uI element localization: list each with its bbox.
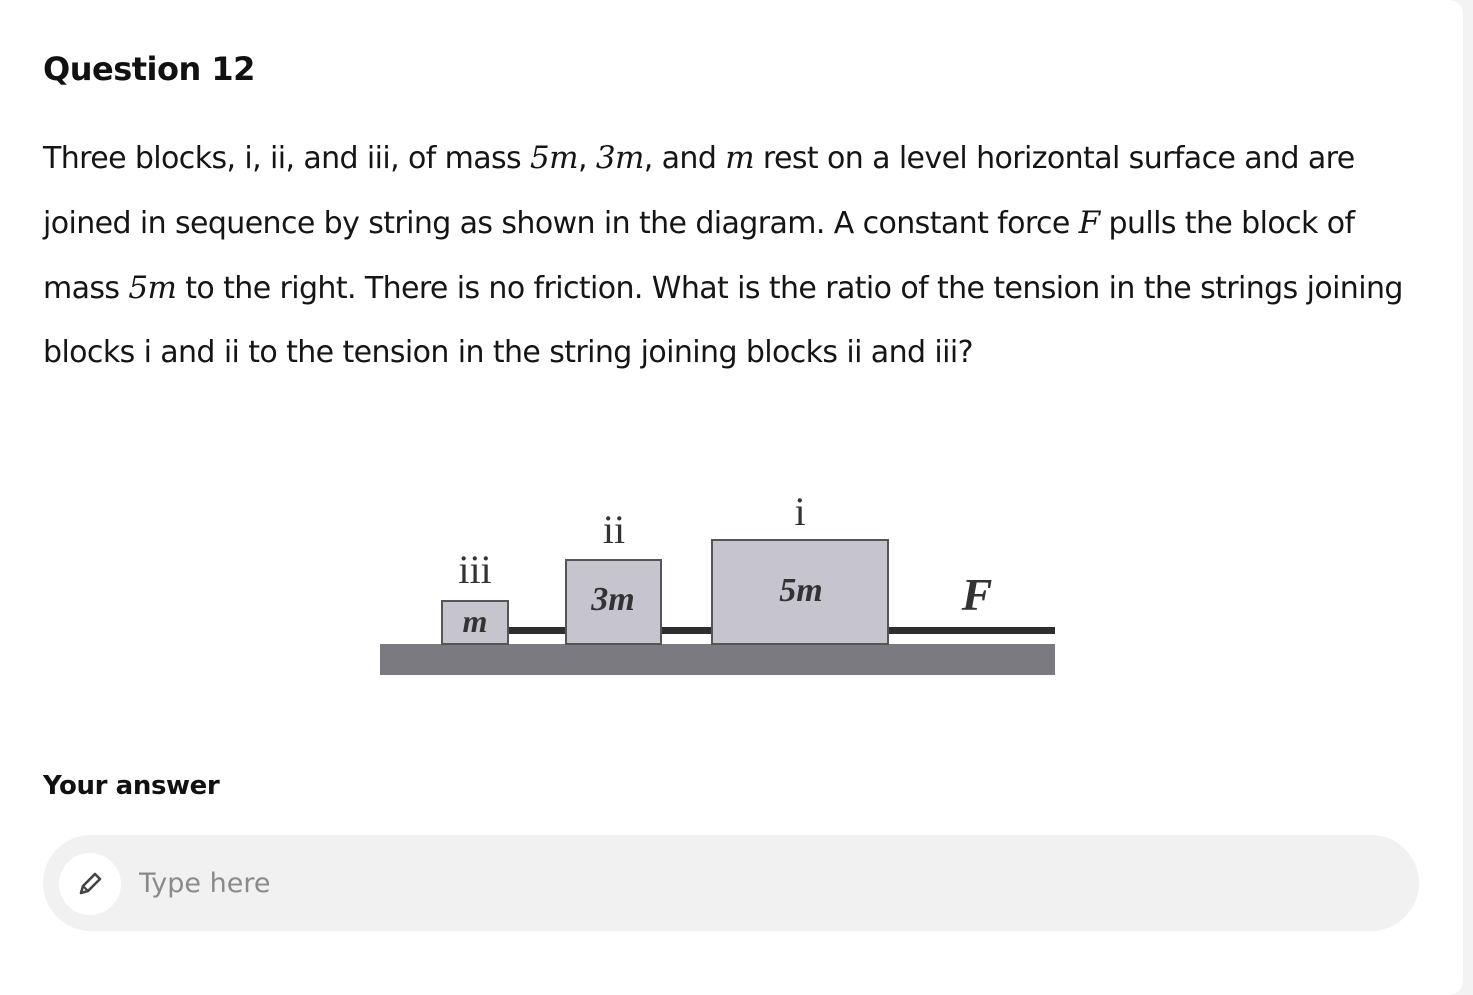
answer-input[interactable] — [139, 857, 1379, 909]
block-ii-mass: 3m — [591, 581, 635, 618]
math-force-f: F — [1078, 205, 1100, 241]
math-mass-5m: 5m — [530, 140, 578, 176]
force-label: F — [961, 569, 993, 620]
question-text-segment: , — [577, 141, 596, 176]
string-ii-i — [661, 627, 712, 634]
block-ii-label: ii — [602, 507, 626, 552]
answer-field[interactable] — [43, 835, 1419, 931]
question-title: Question 12 — [43, 50, 255, 88]
question-text-segment: Three blocks, i, ii, and iii, of mass — [43, 141, 531, 176]
question-text-segment: , and — [643, 141, 726, 176]
pencil-icon — [59, 853, 121, 915]
question-text — [43, 126, 1423, 385]
question-text-segment: to the right. There is no friction. What is the ratio of the tension in the strings joining blocks i and ii to the tension in the string joining blocks ii and iii? — [43, 271, 1403, 370]
blocks-diagram — [375, 480, 1065, 680]
question-text-segment: rest on a level horizontal surface and are joined in sequence by string as shown in the diagram. A constant force — [43, 141, 1355, 241]
ground-surface — [380, 644, 1055, 675]
answer-label: Your answer — [43, 771, 220, 801]
string-iii-ii — [508, 627, 566, 634]
force-string — [888, 627, 1055, 634]
block-i-label: i — [794, 489, 806, 534]
question-text-segment: pulls the block of mass — [43, 206, 1355, 306]
math-mass-5m: 5m — [128, 270, 177, 306]
block-i-mass: 5m — [779, 572, 823, 609]
math-mass-3m: 3m — [595, 140, 644, 176]
block-iii-mass: m — [462, 603, 488, 639]
math-mass-m: m — [725, 140, 754, 176]
block-iii-label: iii — [458, 547, 492, 592]
